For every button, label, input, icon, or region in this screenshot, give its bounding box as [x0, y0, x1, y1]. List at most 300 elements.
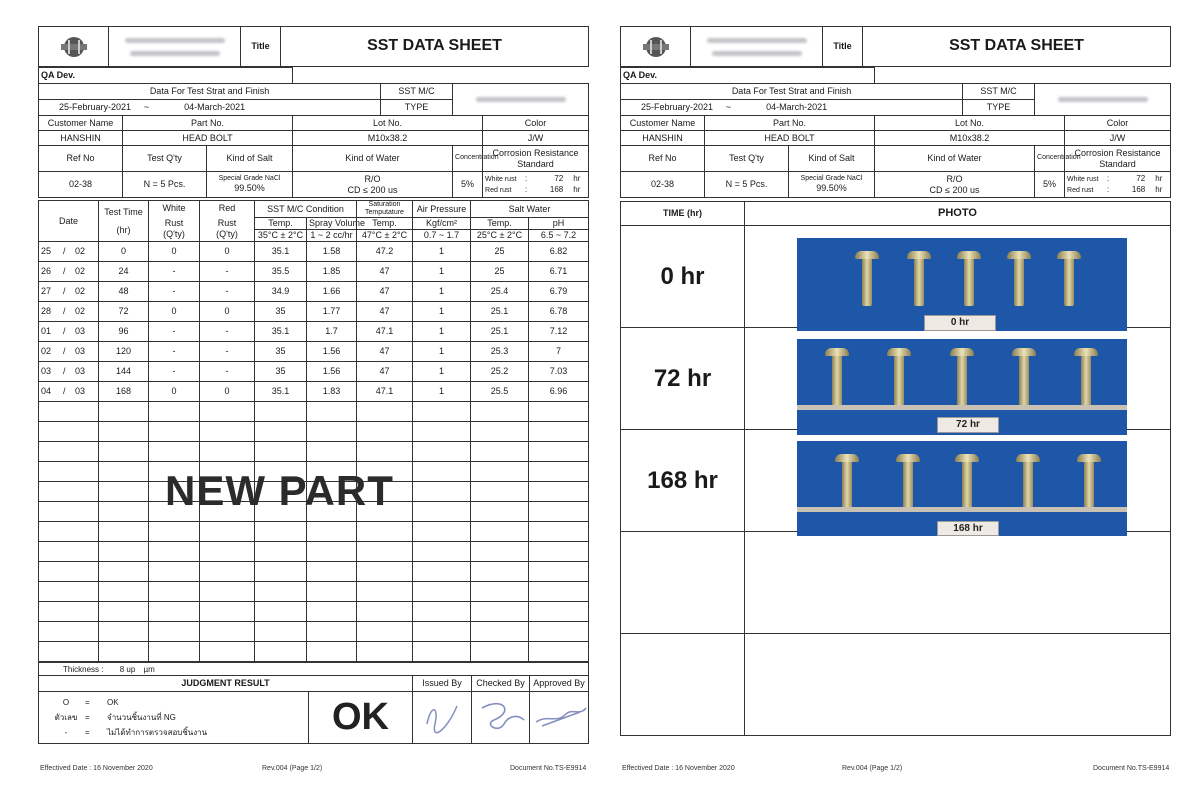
table-cell — [200, 582, 255, 602]
table-cell — [39, 322, 99, 342]
legend-list — [47, 695, 306, 741]
legend-symbol: - — [64, 728, 68, 738]
date-month: 03 — [75, 366, 86, 377]
salt-purity: 99.50% — [234, 183, 265, 194]
table-cell — [99, 602, 149, 622]
part-no: HEAD BOLT — [123, 131, 293, 146]
photo-0hr — [797, 238, 1127, 331]
legend-equals: = — [85, 697, 90, 707]
red-rust-colon-2: : — [1107, 184, 1110, 194]
table-row-empty — [39, 442, 589, 462]
table-cell — [529, 402, 589, 422]
white-rust-colon-2: : — [1107, 174, 1110, 184]
table-row — [39, 262, 589, 282]
test-period-2 — [621, 100, 963, 116]
dept-label-2: QA Dev. — [621, 68, 875, 84]
table-cell: 6.78 — [529, 302, 589, 322]
lot-no: M10x38.2 — [293, 131, 483, 146]
table-row — [39, 382, 589, 402]
white-label: White — [162, 203, 186, 214]
red-qty-unit: (Q'ty) — [216, 228, 238, 239]
table-row-empty — [39, 562, 589, 582]
table-cell: 6.79 — [529, 282, 589, 302]
type-label-2: TYPE — [963, 100, 1035, 116]
table-row — [39, 282, 589, 302]
photo-rack — [797, 507, 1127, 512]
table-cell — [149, 602, 200, 622]
bolt — [962, 459, 972, 509]
lot-no-label-2: Lot No. — [875, 116, 1065, 131]
table-cell — [357, 422, 413, 442]
customer-name-2: HANSHIN — [621, 131, 705, 146]
col-red-rust-header — [200, 201, 255, 242]
table-row — [39, 362, 589, 382]
table-cell — [529, 542, 589, 562]
table-cell: 1.7 — [307, 322, 357, 342]
legend-equals: = — [85, 728, 90, 738]
period-tilde: ~ — [143, 102, 150, 113]
date-month: 03 — [75, 326, 86, 337]
table-row-empty — [39, 522, 589, 542]
table-cell — [149, 622, 200, 642]
table-cell — [99, 562, 149, 582]
bolt — [842, 459, 852, 509]
footer-doc-2: Document No.TS-E9914 — [1093, 765, 1170, 772]
table-cell: 35 — [255, 342, 307, 362]
conc-label-2: Concentration — [1035, 146, 1065, 172]
issued-by-label: Issued By — [413, 676, 472, 692]
table-cell — [357, 642, 413, 662]
table-cell: 1 — [413, 362, 471, 382]
table-cell — [357, 582, 413, 602]
table-cell — [307, 422, 357, 442]
table-cell — [413, 582, 471, 602]
salt-water-header: Salt Water — [471, 201, 589, 218]
salt-value — [207, 172, 293, 198]
photo-168hr — [797, 441, 1127, 536]
white-rust-value: 72 — [554, 174, 564, 184]
footer-rev-1: Rev.004 (Page 1/2) — [262, 765, 323, 772]
table-row-empty — [39, 602, 589, 622]
table-cell — [471, 602, 529, 622]
table-cell — [307, 522, 357, 542]
red-rust-unit: hr — [573, 184, 581, 194]
table-cell — [413, 462, 471, 482]
table-cell: 25.3 — [471, 342, 529, 362]
table-cell — [529, 642, 589, 662]
salt-grade: Special Grade NaCl — [218, 175, 281, 183]
checked-by-signature — [472, 692, 530, 744]
range-air: 0.7 ~ 1.7 — [413, 230, 471, 242]
legend-equals: = — [85, 713, 90, 722]
table-cell: 35.1 — [255, 382, 307, 402]
checked-by-label: Checked By — [472, 676, 530, 692]
table-cell: 48 — [99, 282, 149, 302]
date-month: 02 — [75, 246, 86, 257]
photo-caption-72hr: 72 hr — [937, 417, 999, 433]
table-cell — [149, 522, 200, 542]
date-slash: / — [63, 286, 66, 297]
table-cell — [307, 582, 357, 602]
company-name-redacted — [109, 27, 241, 67]
date-day: 26 — [41, 266, 52, 277]
test-qty-label: Test Q'ty — [123, 146, 207, 172]
table-row — [39, 302, 589, 322]
table-cell: 0 — [200, 382, 255, 402]
bolt — [1023, 459, 1033, 509]
table-cell — [99, 582, 149, 602]
crs-label-2: Corrosion Resistance Standard — [1065, 146, 1171, 172]
salt-value-2 — [789, 172, 875, 198]
table-cell — [39, 522, 99, 542]
judgment-title: JUDGMENT RESULT — [39, 676, 413, 692]
data-sheet-page-1 — [38, 26, 588, 744]
lot-no-2: M10x38.2 — [875, 131, 1065, 146]
period-tilde-2: ~ — [725, 102, 732, 113]
data-rows — [39, 242, 589, 662]
sst-condition-header: SST M/C Condition — [255, 201, 357, 218]
bolt — [914, 256, 924, 306]
bolt — [964, 256, 974, 306]
sub-salt-temp: Temp. — [471, 218, 529, 230]
photo-cell-empty — [745, 532, 1171, 634]
ref-no-label-2: Ref No — [621, 146, 705, 172]
judgment-table — [38, 662, 589, 744]
white-rust-colon: : — [525, 174, 528, 184]
water-type-2: R/O — [946, 174, 963, 185]
sheet-title-2: SST DATA SHEET — [863, 27, 1171, 67]
date-slash: / — [63, 306, 66, 317]
table-cell: 1 — [413, 242, 471, 262]
table-cell: 1.77 — [307, 302, 357, 322]
photo-caption-0hr: 0 hr — [924, 315, 996, 331]
table-cell: 1 — [413, 282, 471, 302]
table-cell: 25.4 — [471, 282, 529, 302]
date-month: 03 — [75, 346, 86, 357]
footer-effective-1: Effectived Date : 16 November 2020 — [40, 765, 153, 772]
table-cell — [99, 422, 149, 442]
table-cell — [529, 602, 589, 622]
type-label: TYPE — [381, 100, 453, 116]
table-cell — [99, 402, 149, 422]
photo-caption-168hr: 168 hr — [937, 521, 999, 536]
table-cell — [149, 562, 200, 582]
footer-doc-1: Document No.TS-E9914 — [510, 765, 587, 772]
time-cell-empty — [621, 634, 745, 736]
table-cell — [39, 462, 99, 482]
table-cell: 25 — [471, 242, 529, 262]
lot-no-label: Lot No. — [293, 116, 483, 131]
bolt — [957, 353, 967, 409]
table-cell — [200, 522, 255, 542]
table-cell — [99, 642, 149, 662]
date-slash: / — [63, 366, 66, 377]
table-cell — [99, 462, 149, 482]
info-table-2 — [620, 67, 1171, 198]
table-cell — [529, 562, 589, 582]
table-cell: 1 — [413, 342, 471, 362]
table-cell — [357, 622, 413, 642]
table-cell — [471, 502, 529, 522]
table-cell: 24 — [99, 262, 149, 282]
table-row-empty — [39, 542, 589, 562]
table-cell — [99, 502, 149, 522]
logo-icon — [64, 37, 84, 57]
col-white-rust-header — [149, 201, 200, 242]
table-cell — [529, 622, 589, 642]
table-row — [39, 322, 589, 342]
table-cell — [99, 482, 149, 502]
table-cell — [307, 402, 357, 422]
table-cell — [471, 422, 529, 442]
table-cell — [200, 562, 255, 582]
table-cell: 25 — [471, 262, 529, 282]
table-cell — [200, 622, 255, 642]
table-cell — [307, 642, 357, 662]
table-cell — [255, 642, 307, 662]
table-cell — [255, 602, 307, 622]
table-row — [39, 342, 589, 362]
approved-by-signature — [530, 692, 589, 744]
table-cell: 1 — [413, 262, 471, 282]
table-cell — [413, 502, 471, 522]
table-cell: 47 — [357, 302, 413, 322]
table-cell — [413, 622, 471, 642]
thickness-value: 8 up — [119, 664, 136, 674]
test-time-unit: (hr) — [116, 225, 131, 236]
table-cell: 47 — [357, 262, 413, 282]
approved-by-label: Approved By — [530, 676, 589, 692]
photo-cell-empty — [745, 634, 1171, 736]
col-test-time-header — [99, 201, 149, 242]
table-cell — [200, 602, 255, 622]
table-row-empty — [39, 402, 589, 422]
legend-symbol: ตัวเลข — [54, 713, 78, 722]
red-rust-unit-2: hr — [1155, 184, 1163, 194]
bolt — [862, 256, 872, 306]
table-cell: 47.1 — [357, 382, 413, 402]
red-rust-value: 168 — [549, 184, 564, 194]
table-cell: 35.1 — [255, 322, 307, 342]
table-cell — [471, 642, 529, 662]
table-cell — [99, 542, 149, 562]
conc-value-2: 5% — [1035, 172, 1065, 198]
red-rust-value-2: 168 — [1131, 184, 1146, 194]
table-cell — [255, 442, 307, 462]
thickness-row — [39, 663, 589, 676]
table-cell — [99, 522, 149, 542]
customer-name-label: Customer Name — [39, 116, 123, 131]
date-slash: / — [63, 246, 66, 257]
table-cell — [307, 442, 357, 462]
table-cell — [39, 582, 99, 602]
table-cell — [39, 502, 99, 522]
date-month: 02 — [75, 266, 86, 277]
table-cell: 47.1 — [357, 322, 413, 342]
table-cell — [529, 482, 589, 502]
dept-label: QA Dev. — [39, 68, 293, 84]
table-cell — [39, 422, 99, 442]
range-temp: 35°C ± 2°C — [255, 230, 307, 242]
table-cell: 47 — [357, 282, 413, 302]
water-value-2 — [875, 172, 1035, 198]
table-cell — [471, 402, 529, 422]
date-month: 02 — [75, 306, 86, 317]
water-cd-2: CD ≤ 200 us — [929, 184, 980, 195]
table-cell — [471, 622, 529, 642]
table-cell: 1 — [413, 382, 471, 402]
header-table-2 — [620, 26, 1171, 67]
end-date-2: 04-March-2021 — [766, 102, 828, 113]
ref-no-2: 02-38 — [621, 172, 705, 198]
white-rust-unit: hr — [573, 174, 581, 184]
table-cell: 120 — [99, 342, 149, 362]
color-value-2: J/W — [1065, 131, 1171, 146]
legend-item — [47, 695, 306, 710]
table-cell — [39, 382, 99, 402]
table-cell: - — [149, 362, 200, 382]
start-date: 25-February-2021 — [59, 102, 132, 113]
table-cell: 1 — [413, 302, 471, 322]
sst-mc-label: SST M/C — [381, 84, 453, 100]
water-type: R/O — [364, 174, 381, 185]
test-qty: N = 5 Pcs. — [123, 172, 207, 198]
table-cell: 0 — [149, 302, 200, 322]
table-cell: - — [200, 342, 255, 362]
test-time-label: Test Time — [104, 206, 143, 217]
signature-icon — [474, 694, 530, 738]
end-date: 04-March-2021 — [184, 102, 246, 113]
date-day: 28 — [41, 306, 52, 317]
table-cell — [39, 342, 99, 362]
date-slash: / — [63, 326, 66, 337]
table-cell — [307, 542, 357, 562]
red-rust-word: Rust — [217, 218, 237, 229]
table-cell — [529, 462, 589, 482]
table-cell: 0 — [149, 382, 200, 402]
table-cell — [307, 622, 357, 642]
table-cell: 6.82 — [529, 242, 589, 262]
table-cell — [413, 602, 471, 622]
rust-standard — [483, 172, 589, 198]
photo-header: PHOTO — [745, 202, 1171, 226]
white-rust-word: Rust — [164, 218, 184, 229]
result-ok: OK — [332, 695, 389, 738]
table-cell — [99, 622, 149, 642]
table-cell — [149, 422, 200, 442]
color-label: Color — [483, 116, 589, 131]
range-spray: 1 ~ 2 cc/hr — [307, 230, 357, 242]
white-qty-unit: (Q'ty) — [163, 228, 185, 239]
table-cell: 168 — [99, 382, 149, 402]
test-qty-2: N = 5 Pcs. — [705, 172, 789, 198]
table-cell: 1.56 — [307, 362, 357, 382]
range-sat: 47°C ± 2°C — [357, 230, 413, 242]
red-rust-label: Red rust — [485, 186, 512, 194]
range-salt-temp: 25°C ± 2°C — [471, 230, 529, 242]
table-cell: 6.71 — [529, 262, 589, 282]
test-qty-label-2: Test Q'ty — [705, 146, 789, 172]
table-cell: - — [149, 322, 200, 342]
table-cell: 72 — [99, 302, 149, 322]
salt-label: Kind of Salt — [207, 146, 293, 172]
part-no-2: HEAD BOLT — [705, 131, 875, 146]
table-cell — [529, 442, 589, 462]
sub-temp: Temp. — [255, 218, 307, 230]
table-cell — [413, 642, 471, 662]
legend-text: ไม่ได้ทำการตรวจสอบชิ้นงาน — [107, 728, 208, 738]
white-rust-value-2: 72 — [1136, 174, 1146, 184]
range-ph: 6.5 ~ 7.2 — [529, 230, 589, 242]
date-day: 27 — [41, 286, 52, 297]
table-cell — [39, 362, 99, 382]
table-cell — [39, 562, 99, 582]
table-cell — [413, 422, 471, 442]
table-cell: 47 — [357, 362, 413, 382]
white-rust-label-2: White rust — [1067, 176, 1099, 184]
table-cell — [149, 542, 200, 562]
table-cell: 7 — [529, 342, 589, 362]
salt-grade-2: Special Grade NaCl — [800, 175, 863, 183]
table-cell: 35.5 — [255, 262, 307, 282]
table-cell — [357, 522, 413, 542]
table-cell: 25.1 — [471, 302, 529, 322]
table-cell: 25.2 — [471, 362, 529, 382]
test-results-table — [38, 200, 589, 662]
table-cell — [471, 462, 529, 482]
table-cell: 35 — [255, 362, 307, 382]
table-cell — [255, 402, 307, 422]
table-cell — [39, 642, 99, 662]
time-cell-empty — [621, 532, 745, 634]
date-day: 03 — [41, 366, 52, 377]
table-cell: - — [149, 342, 200, 362]
title-label-2: Title — [823, 27, 863, 67]
date-day: 01 — [41, 326, 52, 337]
table-cell — [39, 302, 99, 322]
table-cell — [255, 622, 307, 642]
table-cell: 7.12 — [529, 322, 589, 342]
part-no-label-2: Part No. — [705, 116, 875, 131]
bolt — [1019, 353, 1029, 409]
table-cell: 35.1 — [255, 242, 307, 262]
signature-icon — [532, 694, 588, 738]
bolt — [832, 353, 842, 409]
red-rust-label-2: Red rust — [1067, 186, 1094, 194]
ref-no: 02-38 — [39, 172, 123, 198]
table-cell — [39, 622, 99, 642]
table-cell: - — [200, 322, 255, 342]
table-cell: 1 — [413, 322, 471, 342]
table-cell — [39, 542, 99, 562]
thickness-label: Thickness : — [63, 664, 104, 674]
table-cell — [529, 522, 589, 542]
water-cd: CD ≤ 200 us — [347, 184, 398, 195]
legend-item — [47, 725, 306, 740]
table-cell — [529, 422, 589, 442]
table-row-empty — [39, 582, 589, 602]
customer-name: HANSHIN — [39, 131, 123, 146]
table-cell — [471, 522, 529, 542]
table-cell — [39, 602, 99, 622]
period-label: Data For Test Strat and Finish — [39, 84, 381, 100]
bolt — [1014, 256, 1024, 306]
customer-name-label-2: Customer Name — [621, 116, 705, 131]
table-cell: 1.85 — [307, 262, 357, 282]
white-rust-unit-2: hr — [1155, 174, 1163, 184]
judgment-legend — [39, 692, 309, 744]
footer-rev-2: Rev.004 (Page 1/2) — [842, 765, 903, 772]
